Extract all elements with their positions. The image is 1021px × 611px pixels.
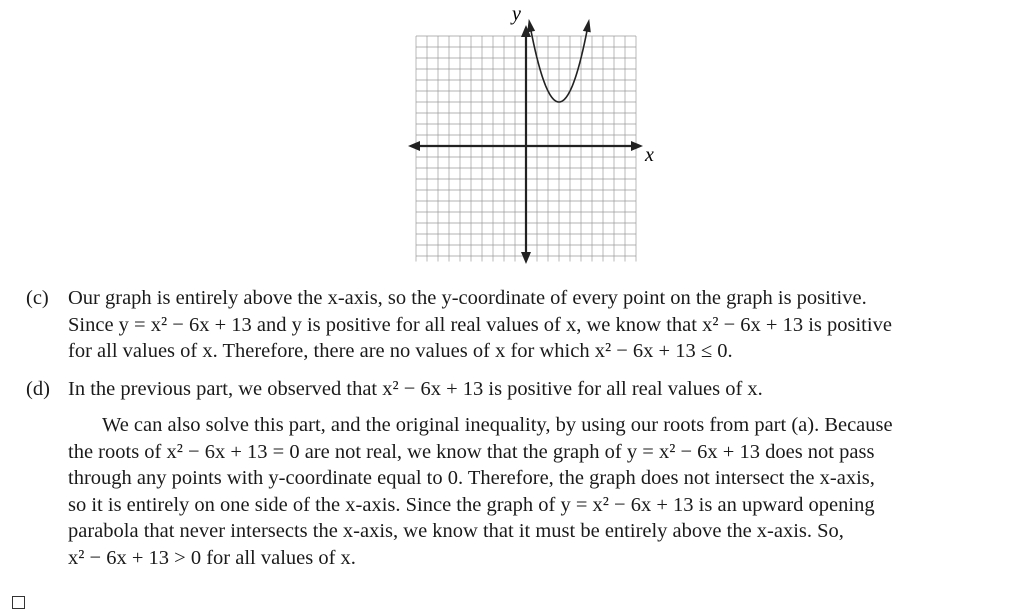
- part-c-label: (c): [26, 287, 49, 309]
- part-d-line: through any points with y-coordinate equal to 0. Therefore, the graph does not intersect the x-axis,: [68, 467, 875, 489]
- part-d-line: parabola that never intersects the x-axis, we know that it must be entirely above the x-axis. So,: [68, 520, 844, 542]
- part-d-line: We can also solve this part, and the original inequality, by using our roots from part (a). Because: [102, 414, 893, 436]
- part-d-line: x² − 6x + 13 > 0 for all values of x.: [68, 546, 356, 569]
- part-d-text: [68, 376, 1003, 403]
- part-c-text: [68, 285, 1003, 365]
- part-c-line: for all values of x. Therefore, there are no values of x for which x² − 6x + 13 ≤ 0.: [68, 340, 733, 362]
- part-c-line: Since y = x² − 6x + 13 and y is positive for all real values of x, we know that x² − 6x + 13 is positive: [68, 313, 892, 336]
- curve-arrowhead: [527, 19, 535, 33]
- y-axis-label: y: [512, 3, 521, 25]
- x-axis-label: x: [645, 144, 654, 166]
- y-axis: [521, 25, 531, 264]
- part-d-paragraph-2: [68, 412, 1003, 571]
- part-d-line: the roots of x² − 6x + 13 = 0 are not real, we know that the graph of y = x² − 6x + 13 does not pass: [68, 440, 875, 463]
- part-d-line: In the previous part, we observed that x² − 6x + 13 is positive for all real values of x.: [68, 378, 763, 400]
- curve-arrowheads: [527, 19, 591, 33]
- curve-arrowhead: [583, 19, 591, 33]
- part-d-label: (d): [26, 378, 50, 400]
- part-c-line: Our graph is entirely above the x-axis, so the y-coordinate of every point on the graph is positive.: [68, 287, 867, 309]
- parabola-graph: [400, 0, 660, 275]
- qed-box-icon: [12, 596, 25, 609]
- part-d-line: so it is entirely on one side of the x-axis. Since the graph of y = x² − 6x + 13 is an upward opening: [68, 493, 875, 516]
